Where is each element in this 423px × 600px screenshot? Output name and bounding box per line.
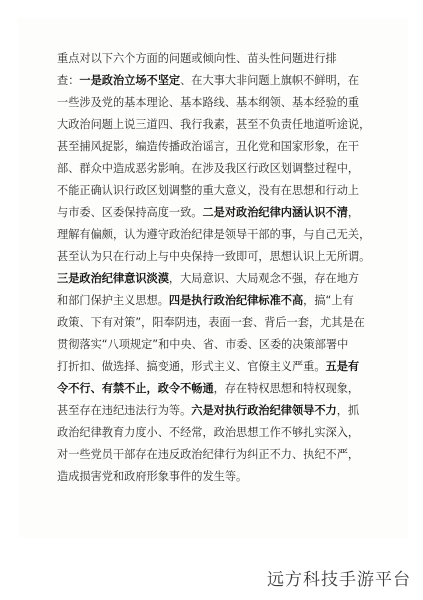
text-segment: 造成损害党和政府形象事件的发生等。 xyxy=(57,470,248,483)
bold-text-segment: 五是有 xyxy=(325,360,360,373)
text-line xyxy=(57,136,383,158)
bold-text-segment: 令不行、有禁不止，政令不畅通 xyxy=(57,382,214,395)
text-line xyxy=(57,114,383,136)
text-segment: 一些涉及党的基本理论、基本路线、基本纲领、基本经验的重 xyxy=(57,96,360,109)
text-line xyxy=(57,312,383,334)
text-segment: ，存在特权思想和特权现象， xyxy=(213,382,360,395)
text-line xyxy=(57,180,383,202)
document-body xyxy=(57,48,383,488)
watermark-text: 远方科技手游平台 xyxy=(265,565,413,590)
text-segment: 政治纪律教育力度小、不经常，政治思想工作不够扎实深入， xyxy=(57,426,360,439)
text-line xyxy=(57,290,383,312)
text-line xyxy=(57,224,383,246)
bold-text-segment: 三是政治纪律意识淡漠 xyxy=(57,272,169,285)
text-line xyxy=(57,70,383,92)
text-line xyxy=(57,334,383,356)
text-segment: 不能正确认识行政区划调整的重大意义，没有在思想和行动上 xyxy=(57,184,360,197)
text-segment: 大政治问题上说三道四、我行我素，甚至不负责任地道听途说， xyxy=(57,118,371,131)
text-segment: 对一些党员干部存在违反政治纪律行为纠正不力、执纪不严， xyxy=(57,448,360,461)
text-segment: 与市委、区委保持高度一致。 xyxy=(57,206,203,219)
text-segment: ， xyxy=(347,206,360,219)
text-segment: 甚至认为只在行动上与中央保持一致即可，思想认识上无所谓。 xyxy=(57,250,371,263)
text-segment: 政策、下有对策”，阳奉阴违，表面一套、背后一套，尤其是在 xyxy=(57,316,365,329)
text-segment: 甚至存在违纪违法行为等。 xyxy=(57,404,192,417)
text-segment: ，搞“上有 xyxy=(303,294,354,307)
text-segment: 打折扣、做选择、搞变通，形式主义、官僚主义严重。 xyxy=(57,360,326,373)
text-line xyxy=(57,246,383,268)
text-line xyxy=(57,444,383,466)
text-segment: 甚至捕风捉影，编造传播政治谣言，丑化党和国家形象，在干 xyxy=(57,140,360,153)
text-line xyxy=(57,400,383,422)
text-segment: 理解有偏颇，认为遵守政治纪律是领导干部的事，与自己无关， xyxy=(57,228,371,241)
bold-text-segment: 六是对执行政治纪律领导不力 xyxy=(191,404,337,417)
text-line xyxy=(57,378,383,400)
text-segment: ，抓 xyxy=(336,404,360,417)
text-line xyxy=(57,268,383,290)
text-segment: 重点对以下六个方面的问题或倾向性、苗头性问题进行排 xyxy=(57,52,337,65)
text-line xyxy=(57,356,383,378)
text-line xyxy=(57,422,383,444)
text-segment: 和部门保护主义思想。 xyxy=(57,294,169,307)
text-line xyxy=(57,158,383,180)
text-segment: ，大局意识、大局观念不强，存在地方 xyxy=(168,272,360,285)
text-line xyxy=(57,48,383,70)
bold-text-segment: 四是执行政治纪律标准不高 xyxy=(168,294,304,307)
text-segment: 部、群众中造成恶劣影响。在涉及我区行政区划调整过程中， xyxy=(57,162,360,175)
text-segment: 查： xyxy=(57,74,80,87)
text-segment: 贯彻落实“八项规定”和中央、省、市委、区委的决策部署中 xyxy=(57,338,349,351)
bold-text-segment: 一是政治立场不坚定 xyxy=(79,74,181,87)
text-line xyxy=(57,202,383,224)
text-line xyxy=(57,466,383,488)
text-segment: 、在大事大非问题上旗帜不鲜明，在 xyxy=(180,74,360,87)
bold-text-segment: 二是对政治纪律内涵认识不清 xyxy=(202,206,348,219)
text-line xyxy=(57,92,383,114)
